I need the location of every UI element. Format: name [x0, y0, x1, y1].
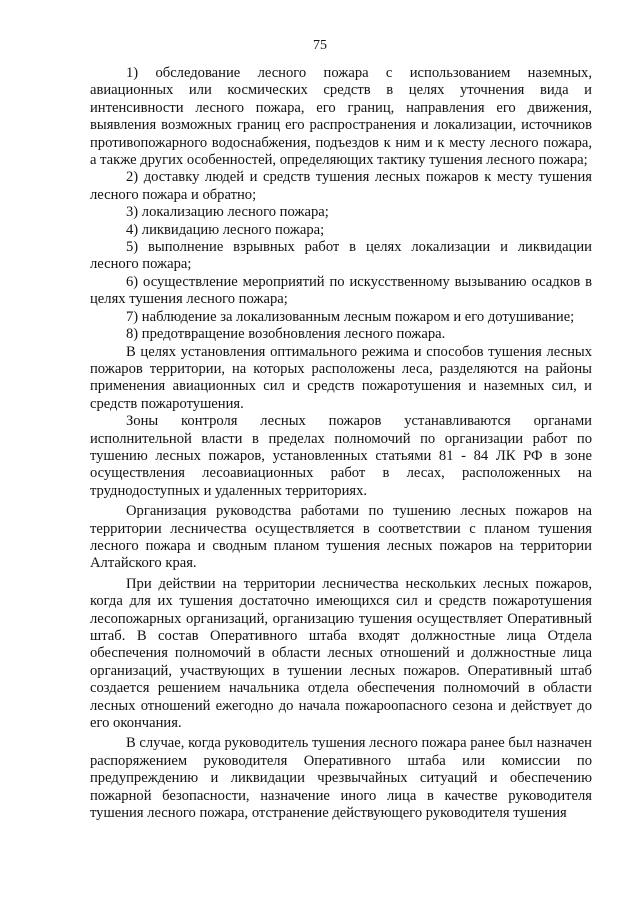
paragraph-fire-manager: В случае, когда руководитель тушения лесного пожара ранее был назначен распоряжением руководителя Оперативного штаба или комиссии по предупреждению и ликвидации чрезвычайных ситуаций и обеспечению пожарной безопасности, назначение иного лица в качестве руководителя тушения лесного пожара, отстранение действующего руководителя тушения — [90, 735, 592, 822]
paragraph-item-2: 2) доставку людей и средств тушения лесных пожаров к месту тушения лесного пожара и обратно; — [90, 169, 592, 203]
document-body — [90, 65, 592, 822]
paragraph-operational-hq: При действии на территории лесничества нескольких лесных пожаров, когда для их тушения достаточно имеющихся сил и средств пожаротушения лесопожарных организаций, организацию тушения осуществляет Оперативный штаб. В состав Оперативного штаба входят должностные лица Отдела обеспечения полномочий в области лесных отношений и должностные лица организаций, участвующих в тушении лесных пожаров. Оперативный штаб создается решением начальника отдела обеспечения полномочий в области лесных отношений ежегодно до начала пожароопасного сезона и действует до его окончания. — [90, 575, 592, 732]
paragraph-item-1: 1) обследование лесного пожара с использованием наземных, авиационных или космических средств в целях уточнения вида и интенсивности лесного пожара, его границ, направления его движения, выявления возможных границ его распространения и локализации, источников противопожарного водоснабжения, подъездов к ним и к месту лесного пожара, а также других особенностей, определяющих тактику тушения лесного пожара; — [90, 65, 592, 169]
paragraph-zones-by-means: В целях установления оптимального режима и способов тушения лесных пожаров территории, на которых расположены леса, разделяются на районы применения авиационных сил и средств пожаротушения и наземных сил, и средств пожаротушения. — [90, 343, 592, 412]
paragraph-item-6: 6) осуществление мероприятий по искусственному вызыванию осадков в целях тушения лесного пожара; — [90, 273, 592, 308]
paragraph-item-8: 8) предотвращение возобновления лесного пожара. — [126, 326, 446, 343]
paragraph-item-3: 3) локализацию лесного пожара; — [126, 204, 329, 221]
paragraph-item-7: 7) наблюдение за локализованным лесным пожаром и его дотушивание; — [126, 308, 575, 325]
paragraph-control-zones: Зоны контроля лесных пожаров устанавливаются органами исполнительной власти в пределах полномочий по организации работ по тушению лесных пожаров, установленных статьями 81 - 84 ЛК РФ в зоне осуществления лесоавиационных работ в лесах, расположенных на труднодоступных и удаленных территориях. — [90, 413, 592, 499]
page-number: 75 — [313, 38, 327, 53]
paragraph-item-4: 4) ликвидацию лесного пожара; — [126, 221, 325, 238]
paragraph-organization: Организация руководства работами по тушению лесных пожаров на территории лесничества осуществляется в соответствии с планом тушения лесного пожара и сводным планом тушения лесных пожаров на территории Алтайского края. — [90, 503, 592, 572]
paragraph-item-5: 5) выполнение взрывных работ в целях локализации и ликвидации лесного пожара; — [90, 239, 592, 273]
